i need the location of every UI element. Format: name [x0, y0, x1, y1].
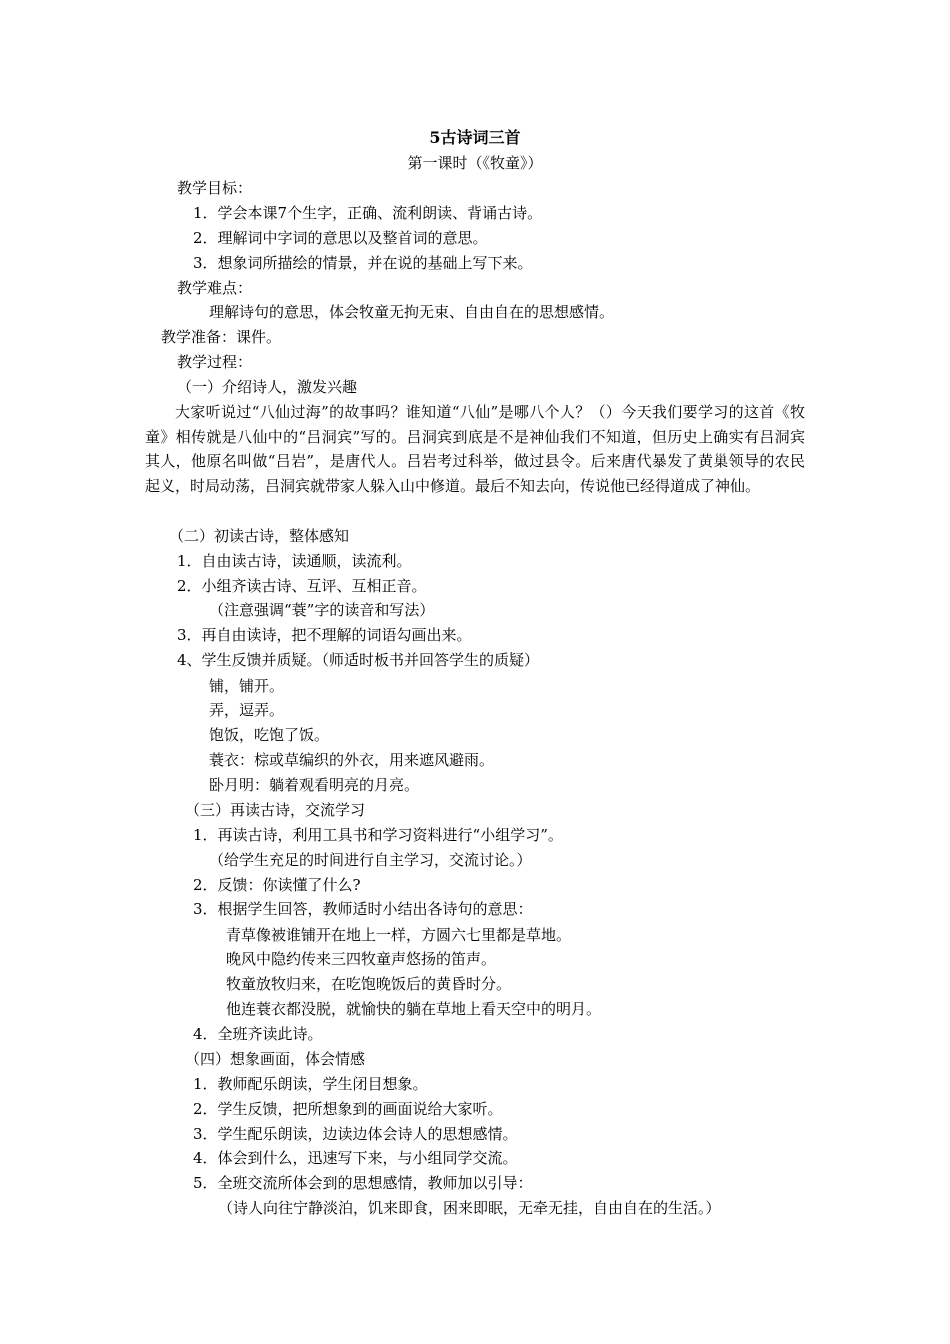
section-3-item: 1．再读古诗，利用工具书和学习资料进行“小组学习”。: [193, 826, 563, 844]
section-2-item: 1．自由读古诗，读通顺，读流利。: [177, 552, 412, 570]
section-4-item: 1．教师配乐朗读，学生闭目想象。: [193, 1075, 428, 1093]
objective-item: 2．理解词中字词的意思以及整首词的意思。: [193, 229, 488, 247]
section-3-item: 2．反馈：你读懂了什么?: [193, 876, 361, 894]
difficulty-heading: 教学难点：: [177, 279, 253, 297]
section-4-item: 4．体会到什么，迅速写下来，与小组同学交流。: [193, 1149, 518, 1167]
section-1-paragraph: 大家听说过“八仙过海”的故事吗？谁知道“八仙”是哪八个人？（）今天我们要学习的这首《牧童》相传就是八仙中的“吕洞宾”写的。吕洞宾到底是不是神仙我们不知道，但历史上确实有吕洞宾其人，他原名叫做“吕岩”，是唐代人。吕岩考过科举，做过县令。后来唐代暴发了黄巢领导的农民起义，时局动荡，吕洞宾就带家人躲入山中修道。最后不知去向，传说他已经得道成了神仙。: [145, 403, 805, 495]
section-2-item: 4、学生反馈并质疑。（师适时板书并回答学生的质疑）: [177, 651, 540, 669]
section-2-heading: （二）初读古诗，整体感知: [169, 527, 350, 545]
objectives-heading: 教学目标：: [177, 179, 253, 197]
preparation-text: 教学准备：课件。: [161, 328, 282, 346]
section-2-item: 3．再自由读诗，把不理解的词语勾画出来。: [177, 626, 472, 644]
meaning-line: 青草像被谁铺开在地上一样，方圆六七里都是草地。: [226, 926, 572, 944]
section-4-item: 2．学生反馈，把所想象到的画面说给大家听。: [193, 1100, 503, 1118]
glossary-item: 卧月明：躺着观看明亮的月亮。: [209, 776, 420, 794]
section-4-note: （诗人向往宁静淡泊，饥来即食，困来即眠，无牵无挂，自由自在的生活。）: [218, 1199, 721, 1217]
section-4-heading: （四）想象画面，体会情感: [185, 1050, 366, 1068]
objective-item: 3．想象词所描绘的情景，并在说的基础上写下来。: [193, 254, 533, 272]
section-1-heading: （一）介绍诗人，激发兴趣: [177, 378, 358, 396]
section-3-item: 3．根据学生回答，教师适时小结出各诗句的意思：: [193, 900, 533, 918]
glossary-item: 饱饭，吃饱了饭。: [209, 726, 330, 744]
meaning-line: 牧童放牧归来，在吃饱晚饭后的黄昏时分。: [226, 975, 512, 993]
section-3-item: 4．全班齐读此诗。: [193, 1025, 323, 1043]
difficulty-text: 理解诗句的意思，体会牧童无拘无束、自由自在的思想感情。: [209, 303, 615, 321]
meaning-line: 晚风中隐约传来三四牧童声悠扬的笛声。: [226, 950, 497, 968]
glossary-item: 蓑衣：棕或草编织的外衣，用来遮风避雨。: [209, 751, 495, 769]
section-2-note: （注意强调“蓑”字的读音和写法）: [209, 601, 435, 619]
glossary-item: 弄，逗弄。: [209, 701, 285, 719]
section-3-note: （给学生充足的时间进行自主学习，交流讨论。）: [209, 851, 532, 869]
process-heading: 教学过程：: [177, 353, 253, 371]
objective-item: 1．学会本课7个生字，正确、流利朗读、背诵古诗。: [193, 204, 543, 222]
glossary-item: 铺，铺开。: [209, 677, 285, 695]
meaning-line: 他连蓑衣都没脱，就愉快的躺在草地上看天空中的明月。: [226, 1000, 602, 1018]
section-3-heading: （三）再读古诗，交流学习: [185, 801, 366, 819]
page-subtitle: 第一课时（《牧童》）: [407, 154, 543, 172]
page-title: 5古诗词三首: [429, 128, 521, 147]
section-2-item: 2．小组齐读古诗、互评、互相正音。: [177, 577, 427, 595]
section-4-item: 5．全班交流所体会到的思想感情，教师加以引导：: [193, 1174, 533, 1192]
section-4-item: 3．学生配乐朗读，边读边体会诗人的思想感情。: [193, 1125, 518, 1143]
